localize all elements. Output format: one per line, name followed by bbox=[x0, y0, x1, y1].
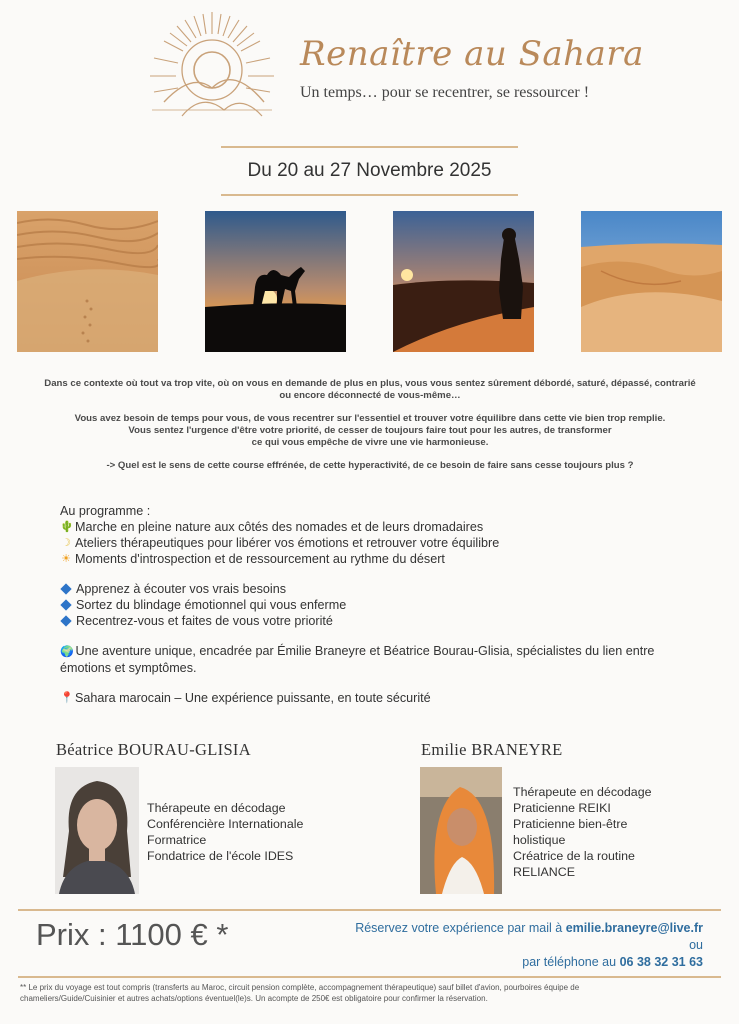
page-title: Renaître au Sahara bbox=[300, 34, 644, 74]
context-paragraph-1: Dans ce contexte où tout va trop vite, où on vous en demande de plus en plus, vous vous sentez sûrement débordé, saturé, dépassé, contrarié ou encore déconnecté de vous-même… bbox=[44, 378, 696, 401]
contact-block: Réservez votre expérience par mail à emilie.braneyre@live.fr ou par téléphone au 06 38 32 31 63 bbox=[355, 921, 703, 969]
price-label: Prix : 1100 € * bbox=[36, 917, 229, 952]
context-line: ce qui vous empêche de vivre une vie harmonieuse. bbox=[251, 437, 489, 448]
avatar-emilie bbox=[420, 767, 502, 894]
phone-link[interactable]: 06 38 32 31 63 bbox=[619, 955, 703, 969]
date-range: Du 20 au 27 Novembre 2025 bbox=[247, 160, 492, 181]
nomad-sunset-photo bbox=[393, 211, 534, 352]
context-paragraph-2 bbox=[40, 413, 700, 449]
avatar-beatrice bbox=[55, 767, 139, 894]
list-item: 🌵 Marche en pleine nature aux côtés des nomades et de leurs dromadaires bbox=[60, 520, 484, 534]
blue-diamond-icon bbox=[60, 599, 71, 610]
location-text: 📍 Sahara marocain – Une expérience puissante, en toute sécurité bbox=[60, 691, 431, 705]
person-name-beatrice: Béatrice BOURAU-GLISIA bbox=[56, 740, 251, 759]
program-heading: Au programme : bbox=[60, 504, 151, 518]
price-rule-bottom bbox=[18, 976, 721, 978]
sun-desert-logo-icon bbox=[142, 6, 282, 124]
list-item: Sortez du blindage émotionnel qui vous enferme bbox=[60, 597, 710, 613]
sun-icon: ☀ bbox=[61, 553, 71, 565]
context-text bbox=[40, 378, 700, 483]
page-subtitle: Un temps… pour se recentrer, se ressourcer ! bbox=[300, 84, 590, 101]
program-section bbox=[60, 503, 710, 706]
context-question: -> Quel est le sens de cette course effrénée, de cette hyperactivité, de ce besoin de faire sans cesse toujours plus ? bbox=[106, 460, 634, 471]
list-item: ☽ Ateliers thérapeutiques pour libérer vos émotions et retrouver votre équilibre bbox=[61, 536, 500, 550]
price-rule-top bbox=[18, 909, 721, 911]
email-link[interactable]: emilie.braneyre@live.fr bbox=[565, 921, 703, 935]
list-item: ☀ Moments d'introspection et de ressourcement au rythme du désert bbox=[61, 552, 445, 566]
blue-diamond-icon bbox=[60, 615, 71, 626]
bio-emilie: Thérapeute en décodage Praticienne REIKI Praticienne bien-être holistique Créatrice de la routine RELIANCE bbox=[513, 785, 652, 879]
adventure-text: 🌍 Une aventure unique, encadrée par Émilie Braneyre et Béatrice Bourau-Glisia, spécialistes du lien entre émotions et symptômes. bbox=[60, 644, 655, 675]
context-line: Vous sentez l'urgence d'être votre priorité, de cesser de toujours faire tout pour les autres, de transformer bbox=[128, 425, 612, 436]
person-name-emilie: Emilie BRANEYRE bbox=[421, 740, 563, 759]
date-rule-bottom bbox=[221, 194, 518, 196]
list-item: Recentrez-vous et faites de vous votre priorité bbox=[60, 613, 710, 629]
footnote: ** Le prix du voyage est tout compris (transferts au Maroc, circuit pension complète, accompagnement thérapeutique) sauf billet d'avion, pourboires équipe de chameliers/Guide/Cuisinier et autres achats/options éventuel(le)s. Un acompte de 250€ est obligatoire pour confirmer la réservation. bbox=[20, 983, 580, 1003]
list-item: Apprenez à écouter vos vrais besoins bbox=[60, 581, 710, 597]
cactus-icon: 🌵 bbox=[60, 521, 74, 533]
bio-beatrice: Thérapeute en décodage Conférencière Internationale Formatrice Fondatrice de l'école IDES bbox=[147, 801, 304, 863]
pin-icon: 📍 bbox=[60, 692, 74, 704]
context-line: Vous avez besoin de temps pour vous, de vous recentrer sur l'essentiel et trouver votre équilibre dans cette vie bien trop remplie. bbox=[74, 413, 666, 424]
date-rule-top bbox=[221, 146, 518, 148]
camel-sunset-photo bbox=[205, 211, 346, 352]
moon-icon: ☽ bbox=[61, 537, 71, 549]
sahara-dunes-photo bbox=[581, 211, 722, 352]
globe-icon: 🌍 bbox=[60, 646, 74, 658]
desert-dunes-photo bbox=[17, 211, 158, 352]
blue-diamond-icon bbox=[60, 583, 71, 594]
